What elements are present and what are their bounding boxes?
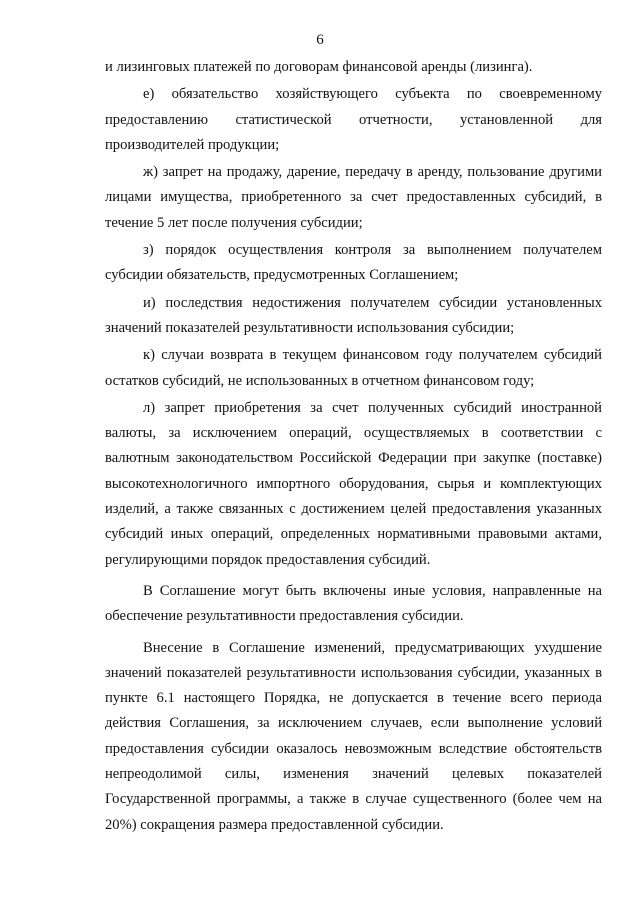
paragraph-item-l: л) запрет приобретения за счет полученных субсидий иностранной валюты, за исключением операций, осуществляемых в соответствии с валютным законодательством Российской Федерации при закупке (поставке) высокотехнологичного импортного оборудования, сырья и комплектующих изделий, а также связанных с достижением целей предоставления указанных субсидий иных операций, определенных нормативными правовыми актами, регулирующими порядок предоставления субсидий.	[105, 399, 602, 568]
paragraph-continuation: и лизинговых платежей по договорам финансовой аренды (лизинга).	[105, 59, 533, 75]
paragraph-additional-conditions: В Соглашение могут быть включены иные условия, направленные на обеспечение результативности предоставления субсидии.	[105, 582, 602, 625]
paragraph-item-zh: ж) запрет на продажу, дарение, передачу в аренду, пользование другими лицами имущества, приобретенного за счет предоставленных субсидий, в течение 5 лет после получения субсидии;	[105, 164, 602, 231]
document-body	[105, 55, 602, 840]
paragraph-item-i: и) последствия недостижения получателем субсидии установленных значений показателей результативности использования субсидии;	[105, 294, 602, 336]
page-number: 6	[316, 32, 324, 48]
paragraph-item-k: к) случаи возврата в текущем финансовом году получателем субсидий остатков субсидий, не использованных в отчетном финансовом году;	[105, 347, 602, 389]
paragraph-item-z: з) порядок осуществления контроля за выполнением получателем субсидии обязательств, предусмотренных Соглашением;	[105, 242, 602, 284]
paragraph-item-e: е) обязательство хозяйствующего субъекта по своевременному предоставлению статистической отчетности, установленной для производителей продукции;	[105, 86, 602, 153]
paragraph-amendments: Внесение в Соглашение изменений, предусматривающих ухудшение значений показателей результативности использования субсидии, указанных в пункте 6.1 настоящего Порядка, не допускается в течение всего периода действия Соглашения, за исключением случаев, если выполнение условий предоставления субсидии оказалось невозможным вследствие обстоятельств непреодолимой силы, изменения значений целевых показателей Государственной программы, а также в случае существенного (более чем на 20%) сокращения размера предоставленной субсидии.	[105, 639, 602, 833]
